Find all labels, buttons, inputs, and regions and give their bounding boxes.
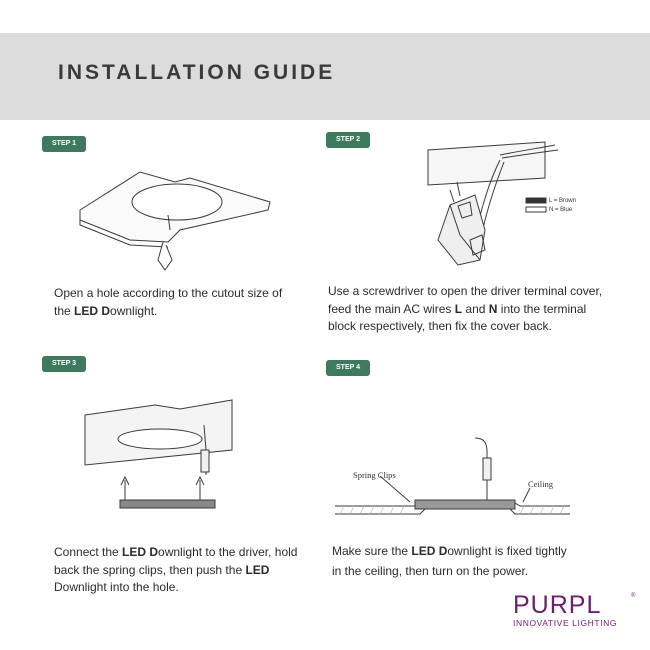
step-2-text: Use a screwdriver to open the driver terminal cover, feed the main AC wires L and N into the terminal block respectively, then fix the cover back. (328, 284, 603, 333)
step-3-badge: STEP 3 (42, 356, 86, 372)
step-2-illustration (410, 140, 620, 275)
step-3-text: Connect the LED Downlight to the driver, hold back the spring clips, then push the LED Downlight into the hole. (54, 545, 298, 594)
step-2-badge: STEP 2 (326, 132, 370, 148)
step-3-illustration (80, 395, 240, 520)
ceiling-label: Ceiling (528, 479, 554, 489)
step-1-badge: STEP 1 (42, 136, 86, 152)
page-title: INSTALLATION GUIDE (58, 61, 336, 84)
spring-clips-label: Spring Clips (353, 470, 396, 480)
step-4-illustration (335, 430, 575, 525)
logo-wordmark: PURPL (513, 591, 602, 619)
neutral-wire-label: N = Blue (549, 207, 573, 213)
step-4-badge: STEP 4 (326, 360, 370, 376)
live-wire-label: L = Brown (549, 198, 576, 204)
purpl-logo (513, 593, 638, 628)
step-1-text: Open a hole according to the cutout size of the LED Downlight. (54, 286, 283, 318)
header-banner (0, 33, 650, 120)
step-1-illustration (70, 160, 280, 280)
step-4-text: Make sure the LED Downlight is fixed tightly in the ceiling, then turn on the power. (332, 544, 567, 578)
registered-mark: ® (631, 593, 636, 599)
logo-tagline: INNOVATIVE LIGHTING (513, 618, 618, 628)
